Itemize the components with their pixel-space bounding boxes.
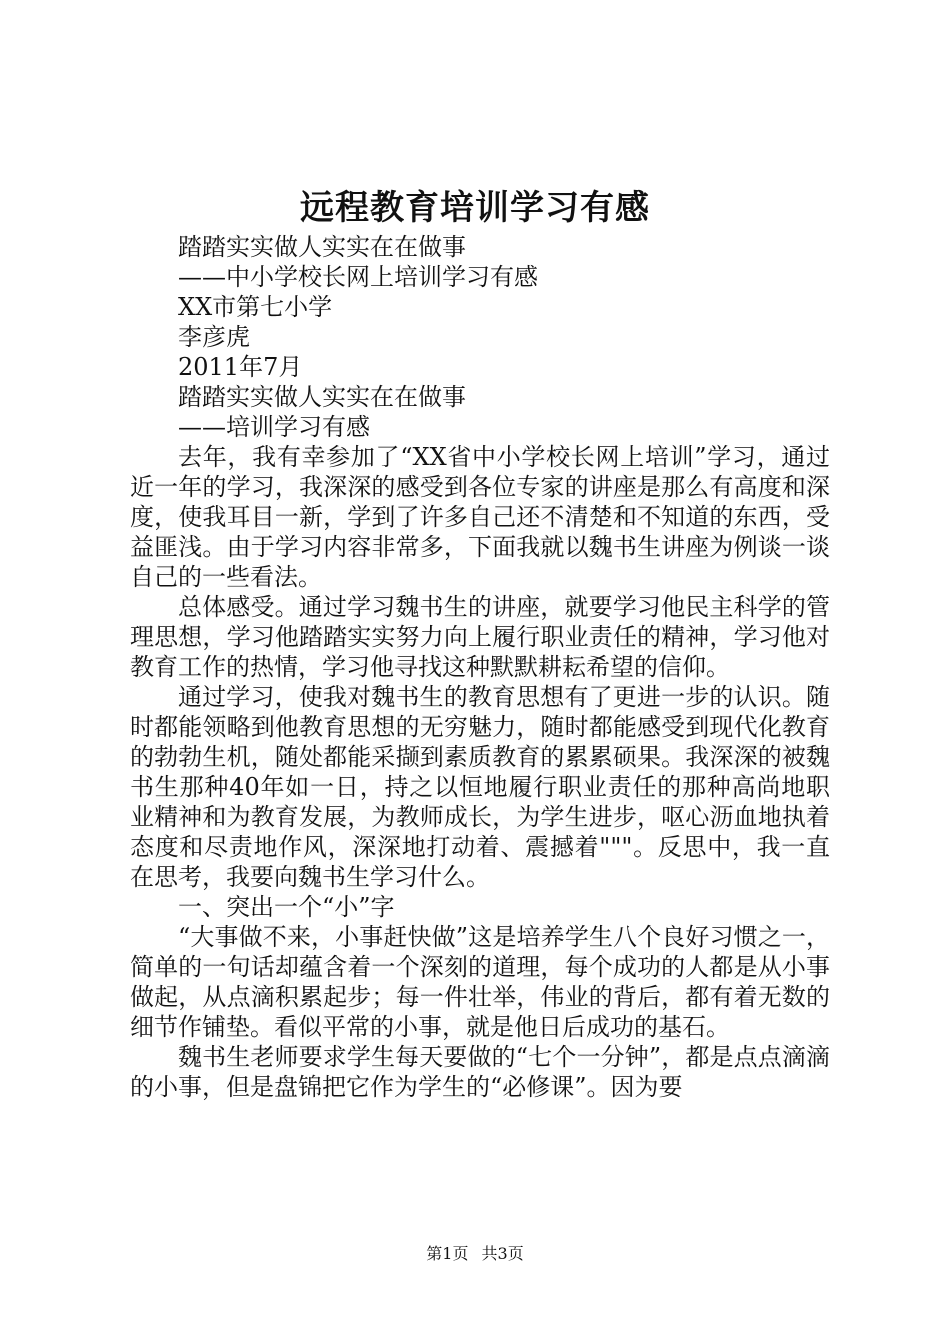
document-title: 远程教育培训学习有感 xyxy=(300,188,650,228)
header-line: ——培训学习有感 xyxy=(178,413,370,441)
page-footer xyxy=(0,1244,950,1264)
header-line: 踏踏实实做人实实在在做事 xyxy=(178,383,466,411)
header-line: XX市第七小学 xyxy=(178,293,333,321)
header-line: 踏踏实实做人实实在在做事 xyxy=(178,233,466,261)
paragraph: 通过学习，使我对魏书生的教育思想有了更进一步的认识。随时都能领略到他教育思想的无穷魅力，随时都能感受到现代化教育的勃勃生机，随处都能采撷到素质教育的累累硕果。我深深的被魏书生那种40年如一日，持之以恒地履行职业责任的那种高尚地职业精神和为教育发展，为教师成长，为学生进步，呕心沥血地执着态度和尽责地作风，深深地打动着、震撼着"""。反思中，我一直在思考，我要向魏书生学习什么。 xyxy=(130,683,830,891)
header-line: 2011年7月 xyxy=(178,353,303,381)
paragraph: “大事做不来，小事赶快做”这是培养学生八个良好习惯之一，简单的一句话却蕴含着一个深刻的道理，每个成功的人都是从小事做起，从点滴积累起步；每一件壮举，伟业的背后，都有着无数的细节作铺垫。看似平常的小事，就是他日后成功的基石。 xyxy=(130,923,830,1041)
page-number: 第1页 xyxy=(426,1244,469,1263)
page-total: 共3页 xyxy=(481,1244,524,1263)
paragraph: 总体感受。通过学习魏书生的讲座，就要学习他民主科学的管理思想，学习他踏踏实实努力向上履行职业责任的精神，学习他对教育工作的热情，学习他寻找这种默默耕耘希望的信仰。 xyxy=(130,593,830,681)
paragraph: 魏书生老师要求学生每天要做的“七个一分钟”，都是点点滴滴的小事，但是盘锦把它作为学生的“必修课”。因为要 xyxy=(130,1043,830,1101)
document-body xyxy=(130,232,830,1102)
section-heading: 一、突出一个“小”字 xyxy=(178,893,395,921)
header-line: ——中小学校长网上培训学习有感 xyxy=(178,263,538,291)
header-line: 李彦虎 xyxy=(178,323,250,351)
paragraph: 去年，我有幸参加了“XX省中小学校长网上培训”学习，通过近一年的学习，我深深的感受到各位专家的讲座是那么有高度和深度，使我耳目一新，学到了许多自己还不清楚和不知道的东西，受益匪浅。由于学习内容非常多，下面我就以魏书生讲座为例谈一谈自己的一些看法。 xyxy=(130,443,830,591)
